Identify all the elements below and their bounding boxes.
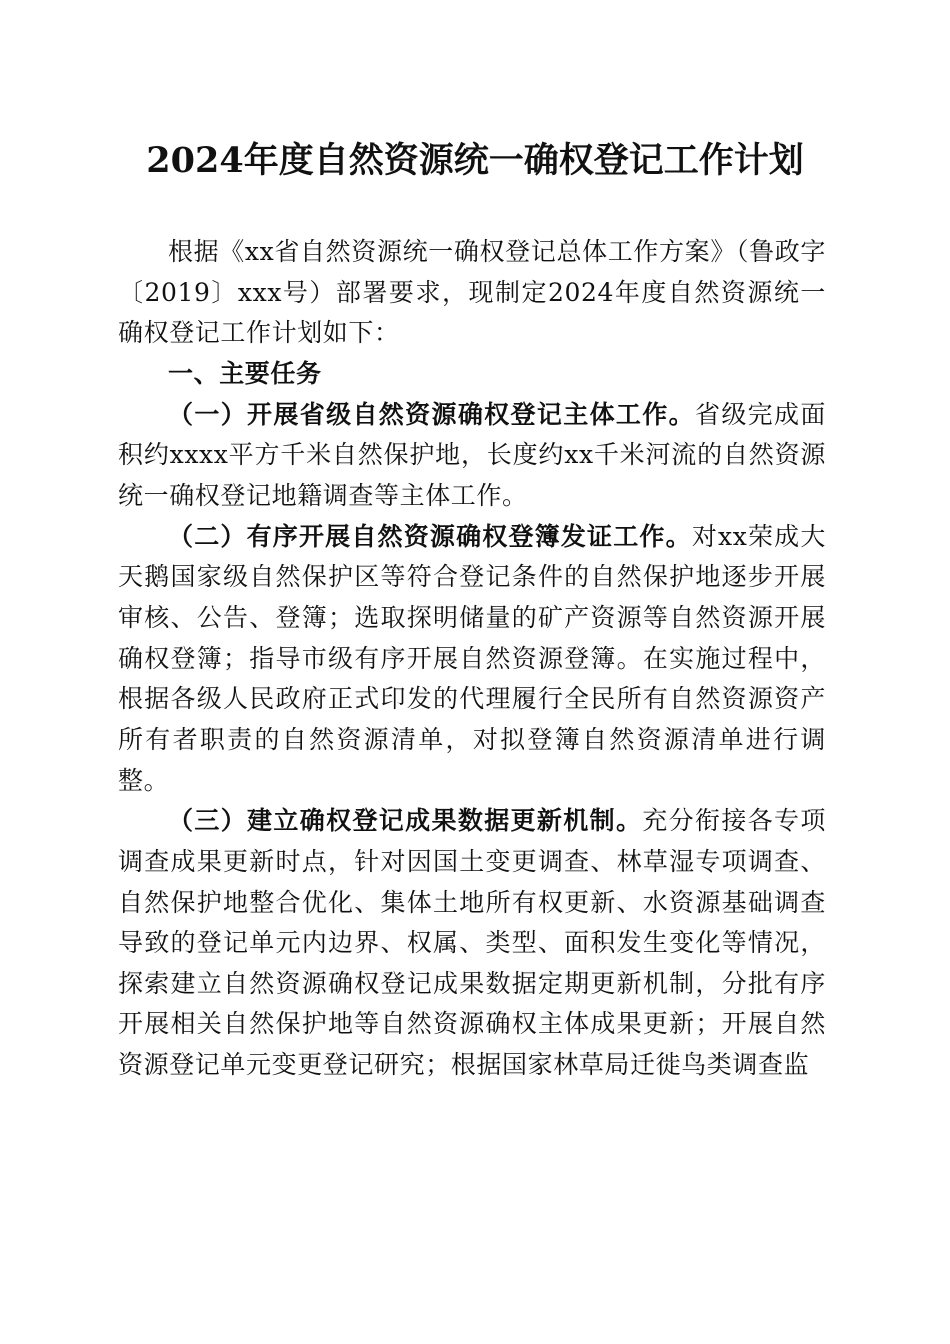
task-paragraph-1 bbox=[118, 395, 826, 517]
task-lead-3: （三）建立确权登记成果数据更新机制。 bbox=[168, 806, 643, 836]
task-lead-1: （一）开展省级自然资源确权登记主体工作。 bbox=[168, 399, 695, 429]
intro-paragraph: 根据《xx省自然资源统一确权登记总体工作方案》（鲁政字〔2019〕xxx号）部署要求，现制定2024年度自然资源统一确权登记工作计划如下： bbox=[118, 237, 826, 348]
task-text-1: 省级完成面积约xxxx平方千米自然保护地，长度约xx千米河流的自然资源统一确权登记地籍调查等主体工作。 bbox=[118, 399, 826, 510]
task-paragraph-2 bbox=[118, 517, 826, 802]
task-lead-2: （二）有序开展自然资源确权登簿发证工作。 bbox=[168, 521, 692, 551]
section-heading-main-tasks: 一、主要任务 bbox=[168, 358, 322, 388]
task-paragraph-3 bbox=[118, 801, 826, 1086]
task-text-2: 对xx荣成大天鹅国家级自然保护区等符合登记条件的自然保护地逐步开展审核、公告、登簿；选取探明储量的矿产资源等自然资源开展确权登簿；指导市级有序开展自然资源登簿。在实施过程中，根据各级人民政府正式印发的代理履行全民所有自然资源资产所有者职责的自然资源清单，对拟登簿自然资源清单进行调整。 bbox=[118, 521, 826, 795]
document-title: 2024年度自然资源统一确权登记工作计划 bbox=[146, 140, 804, 181]
task-text-3: 充分衔接各专项调查成果更新时点，针对因国土变更调查、林草湿专项调查、自然保护地整合优化、集体土地所有权更新、水资源基础调查导致的登记单元内边界、权属、类型、面积发生变化等情况，探索建立自然资源确权登记成果数据定期更新机制，分批有序开展相关自然保护地等自然资源确权主体成果更新；开展自然资源登记单元变更登记研究；根据国家林草局迁徙鸟类调查监 bbox=[118, 806, 826, 1080]
document-body bbox=[118, 232, 826, 1086]
